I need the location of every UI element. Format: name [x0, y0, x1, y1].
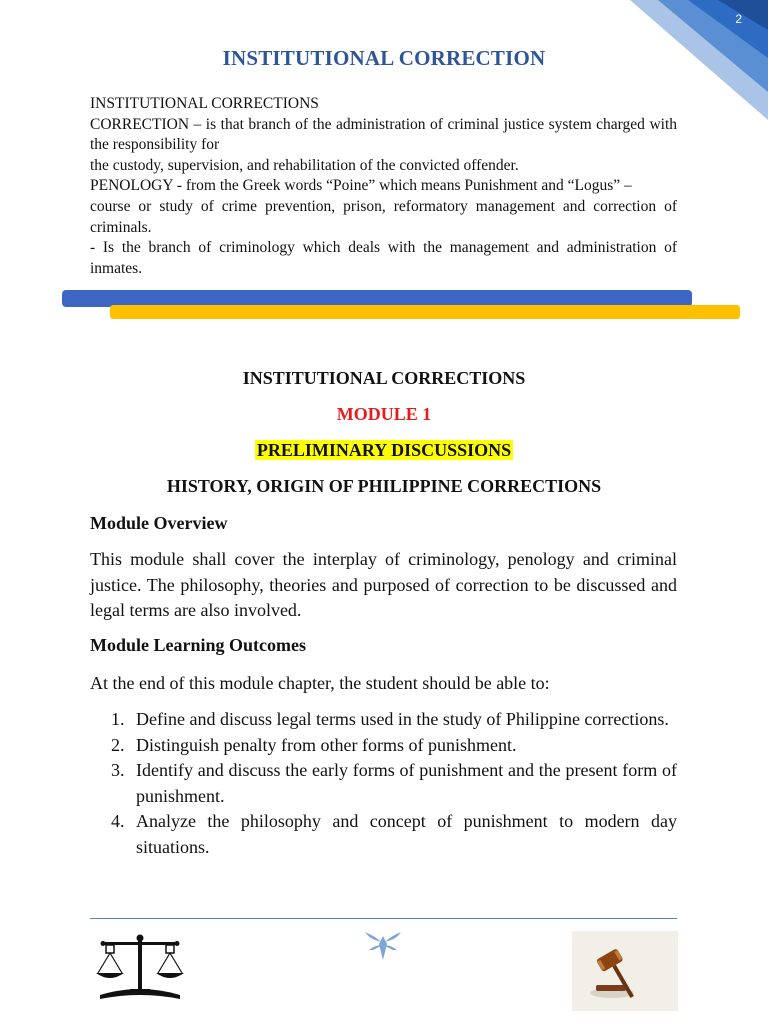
- page-number: 2: [735, 12, 742, 26]
- header-line: - Is the branch of criminology which deals with the management and administration of inmates.: [90, 239, 677, 277]
- list-text: Distinguish penalty from other forms of punishment.: [136, 734, 517, 755]
- list-text: Analyze the philosophy and concept of punishment to modern day situations.: [136, 811, 677, 857]
- outcomes-list: [90, 707, 677, 860]
- list-item: [90, 707, 677, 733]
- header-line: the custody, supervision, and rehabilitation of the convicted offender.: [90, 156, 519, 174]
- gavel-icon: [572, 931, 678, 1011]
- module-label: MODULE 1: [336, 404, 432, 424]
- subtopic-heading: HISTORY, ORIGIN OF PHILIPPINE CORRECTIONS: [166, 476, 602, 496]
- header-line: PENOLOGY - from the Greek words “Poine” which means Punishment and “Logus” –: [90, 177, 632, 195]
- gavel-image: [572, 931, 678, 1011]
- header-text-block: [90, 94, 677, 290]
- overview-heading: Module Overview: [90, 513, 228, 533]
- list-number: 2.: [111, 734, 125, 755]
- footer-rule: [90, 918, 677, 919]
- list-text: Identify and discuss the early forms of punishment and the present form of punishment.: [136, 760, 677, 806]
- list-item: [90, 809, 677, 860]
- ornament-icon: [361, 930, 405, 962]
- list-item: [90, 733, 677, 759]
- topic-heading: [0, 440, 768, 461]
- header-line: INSTITUTIONAL CORRECTIONS: [90, 95, 319, 112]
- course-title: INSTITUTIONAL CORRECTIONS: [242, 368, 526, 388]
- scales-of-justice-icon: [92, 933, 188, 1003]
- topic-highlight: PRELIMINARY DISCUSSIONS: [256, 440, 512, 460]
- list-text: Define and discuss legal terms used in the study of Philippine corrections.: [136, 709, 669, 729]
- page-title: INSTITUTIONAL CORRECTION: [222, 46, 546, 70]
- header-line: CORRECTION – is that branch of the administration of criminal justice system charged with the responsibility for: [90, 115, 677, 154]
- list-number: 3.: [111, 760, 125, 780]
- outcomes-intro: At the end of this module chapter, the student should be able to:: [90, 673, 550, 693]
- list-number: 4.: [111, 811, 125, 831]
- yellow-divider-bar: [110, 305, 740, 319]
- header-line: course or study of crime prevention, prison, reformatory management and correction of criminals.: [90, 197, 677, 236]
- overview-text: This module shall cover the interplay of criminology, penology and criminal justice. The philosophy, theories and purposed of correction to be discussed and legal terms are also involved.: [90, 549, 677, 620]
- list-number: 1.: [111, 709, 125, 729]
- list-item: [90, 758, 677, 809]
- outcomes-heading: Module Learning Outcomes: [90, 635, 306, 655]
